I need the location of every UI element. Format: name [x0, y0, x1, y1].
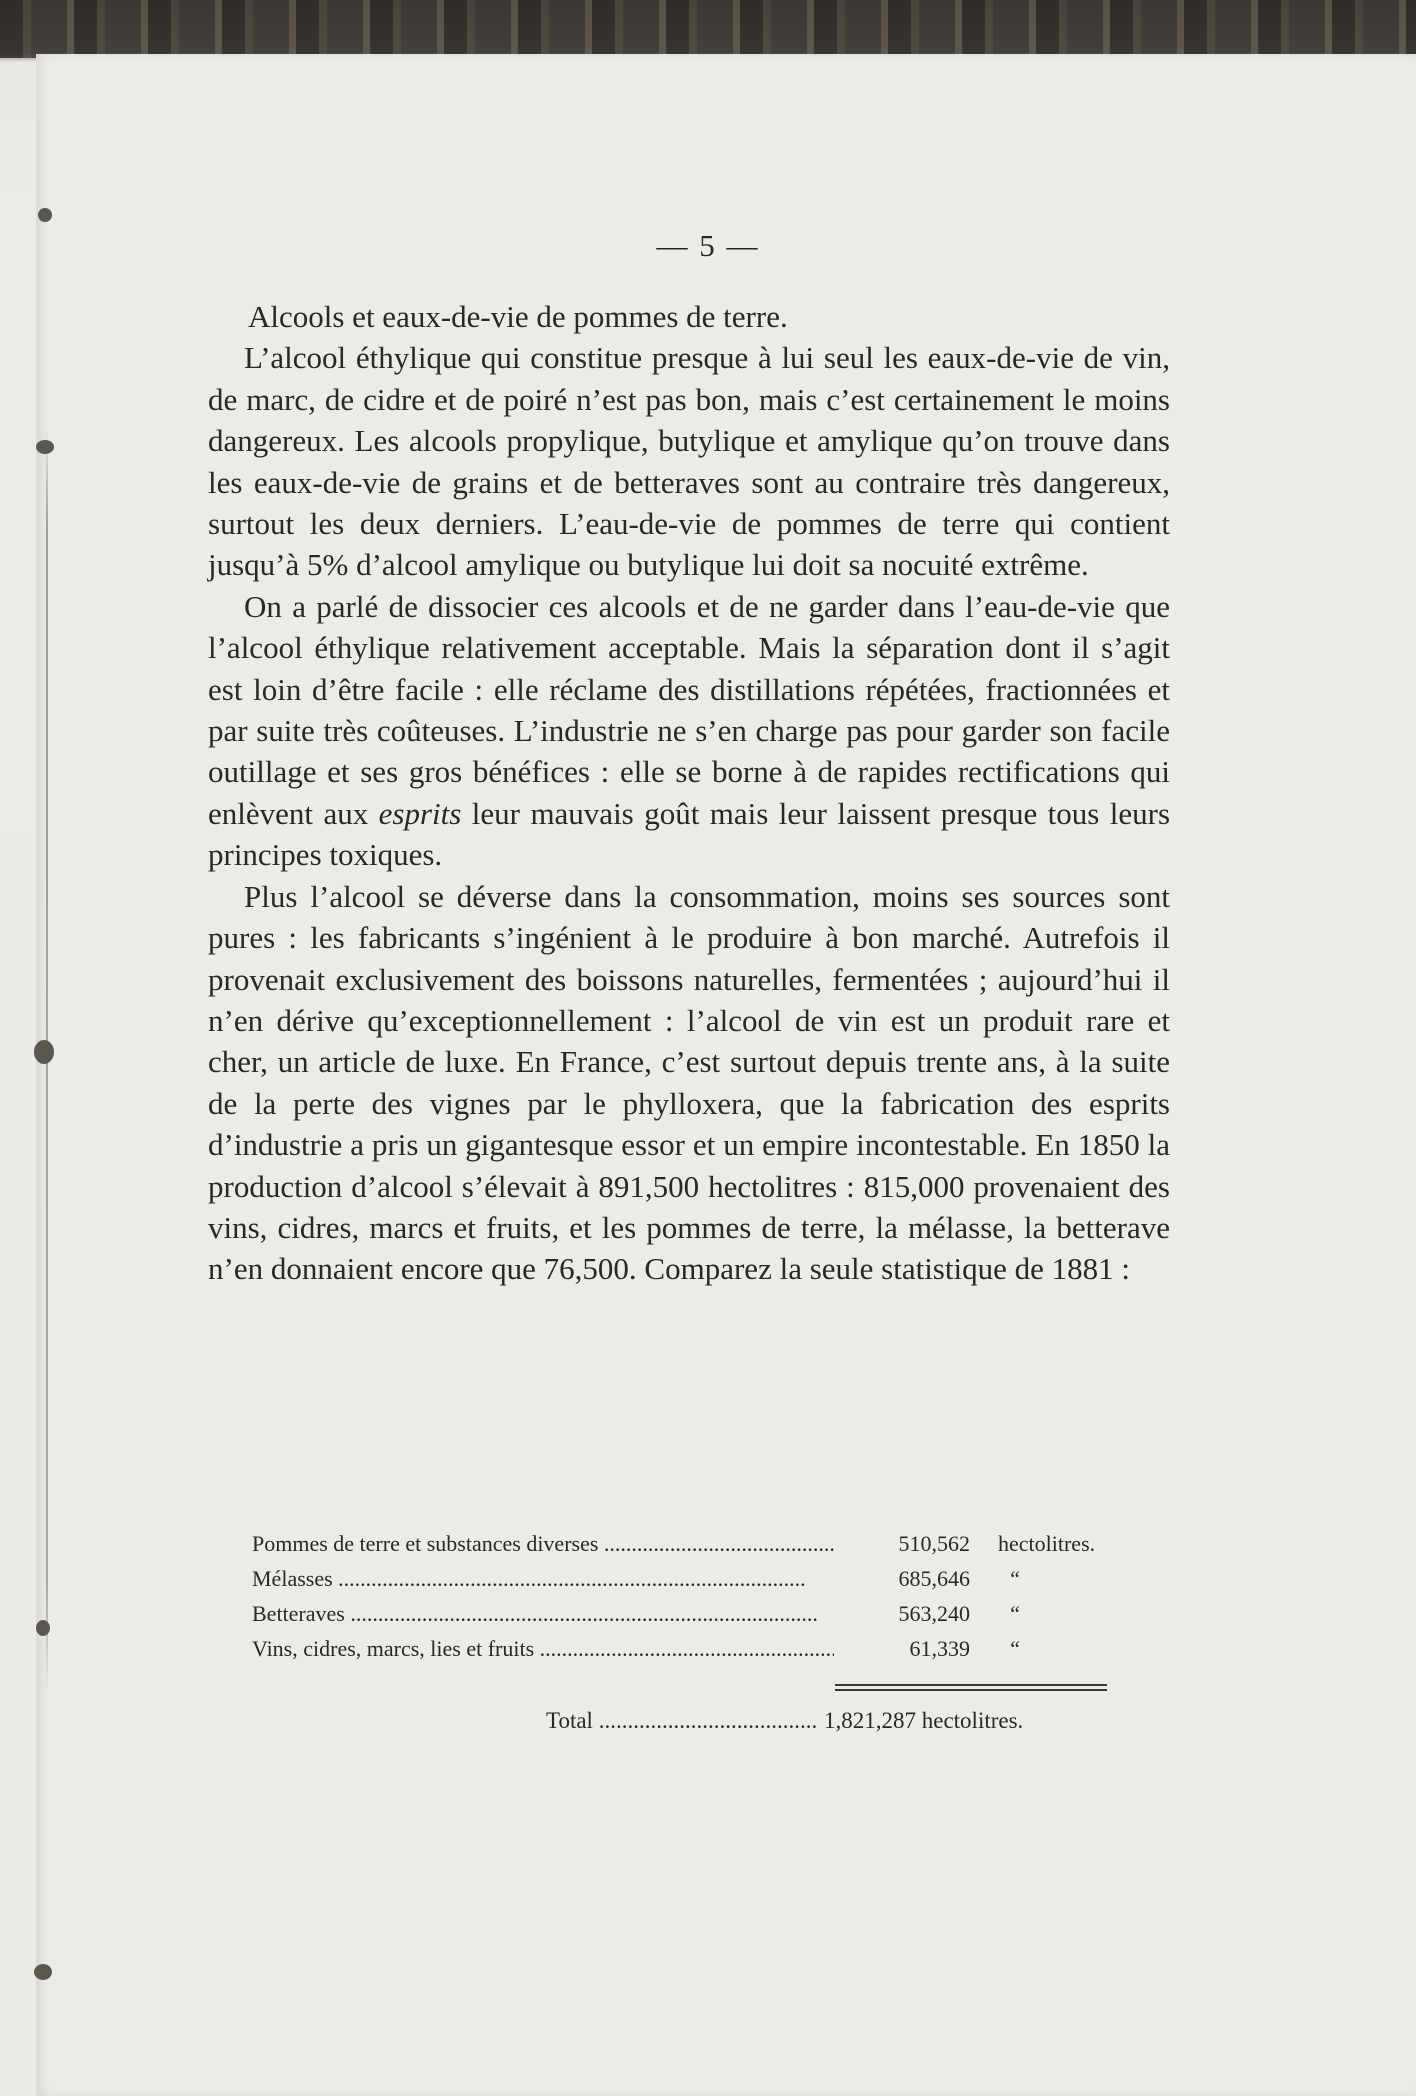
- row-label: Vins, cidres, marcs, lies et fruits .....: [252, 1631, 834, 1666]
- scan-dark-edge: [0, 0, 1416, 58]
- statistics-table: [252, 1526, 1112, 1666]
- table-row: [252, 1561, 1112, 1596]
- binding-hole: [38, 208, 52, 222]
- binding-hole: [36, 440, 54, 454]
- binding-hole: [36, 1620, 50, 1636]
- binding-hole: [34, 1040, 54, 1064]
- paragraph-text: leur mauvais goût mais leur laissent presque tous leurs principes toxiques.: [208, 795, 1171, 873]
- row-value: 563,240: [834, 1596, 970, 1631]
- paragraph-text: On a parlé de dissocier ces alcools et de ne garder dans l’eau-de-vie que l’alcool éthylique relativement acceptable. Mais la séparation dont il s’agit est loin d’être facile : elle réclame des distillations répétées, fractionnées et par suite très coûteuses. L’industrie ne s’en charge pas pour garder son facile outillage et ses gros bénéfices : elle se borne à de rapides rectifications qui enlèvent aux: [208, 588, 1170, 831]
- section-heading: Alcools et eaux-de-vie de pommes de terre.: [248, 299, 788, 334]
- row-label: Mélasses .....: [252, 1561, 834, 1596]
- ditto-mark: “: [1008, 1601, 1021, 1626]
- total-row: [290, 1708, 1130, 1748]
- row-label: Betteraves .....: [252, 1596, 834, 1631]
- binding-hole: [34, 1964, 52, 1980]
- row-label: Pommes de terre et substances diverses .....: [252, 1526, 834, 1561]
- row-value: 510,562: [834, 1526, 970, 1561]
- sum-rule: [835, 1684, 1107, 1686]
- total-value: 1,821,287 hectolitres.: [818, 1708, 1023, 1734]
- page-number: — 5 —: [656, 228, 760, 263]
- table-row: [252, 1526, 1112, 1561]
- paragraph: [208, 586, 1170, 876]
- sum-rule: [835, 1689, 1107, 1691]
- total-label: Total .....: [546, 1708, 826, 1734]
- row-unit: hectolitres.: [998, 1531, 1096, 1556]
- row-value: 685,646: [834, 1561, 970, 1596]
- ditto-mark: “: [1008, 1636, 1021, 1661]
- paragraph: Plus l’alcool se déverse dans la consommation, moins ses sources sont pures : les fabricants s’ingénient à le produire à bon marché. Autrefois il provenait exclusivement des boissons naturelles, fermentées ; aujourd’hui il n’en dérive qu’exceptionnellement : l’alcool de vin est un produit rare et cher, un article de luxe. En France, c’est surtout depuis trente ans, à la suite de la perte des vignes par le phylloxera, que la fabrication des esprits d’industrie a pris un gigantesque essor et un empire incontestable. En 1850 la production d’alcool s’élevait à 891,500 hectolitres : 815,000 provenaient des vins, cidres, marcs et fruits, et les pommes de terre, la mélasse, la betterave n’en donnaient encore que 76,500. Comparez la seule statistique de 1881 :: [208, 878, 1170, 1287]
- table-row: [252, 1631, 1112, 1666]
- table-row: [252, 1596, 1112, 1631]
- ditto-mark: “: [1008, 1566, 1021, 1591]
- paragraph: L’alcool éthylique qui constitue presque à lui seul les eaux-de-vie de vin, de marc, de cidre et de poiré n’est pas bon, mais c’est certainement le moins dangereux. Les alcools propylique, butylique et amylique qu’on trouve dans les eaux-de-vie de grains et de betteraves sont au contraire très dangereux, surtout les deux derniers. L’eau-de-vie de pommes de terre qui contient jusqu’à 5% d’alcool amylique ou butylique lui doit sa nocuité extrême.: [208, 340, 1170, 583]
- row-value: 61,339: [834, 1631, 970, 1666]
- italic-word: esprits: [378, 795, 462, 831]
- body-text: [208, 296, 1170, 1290]
